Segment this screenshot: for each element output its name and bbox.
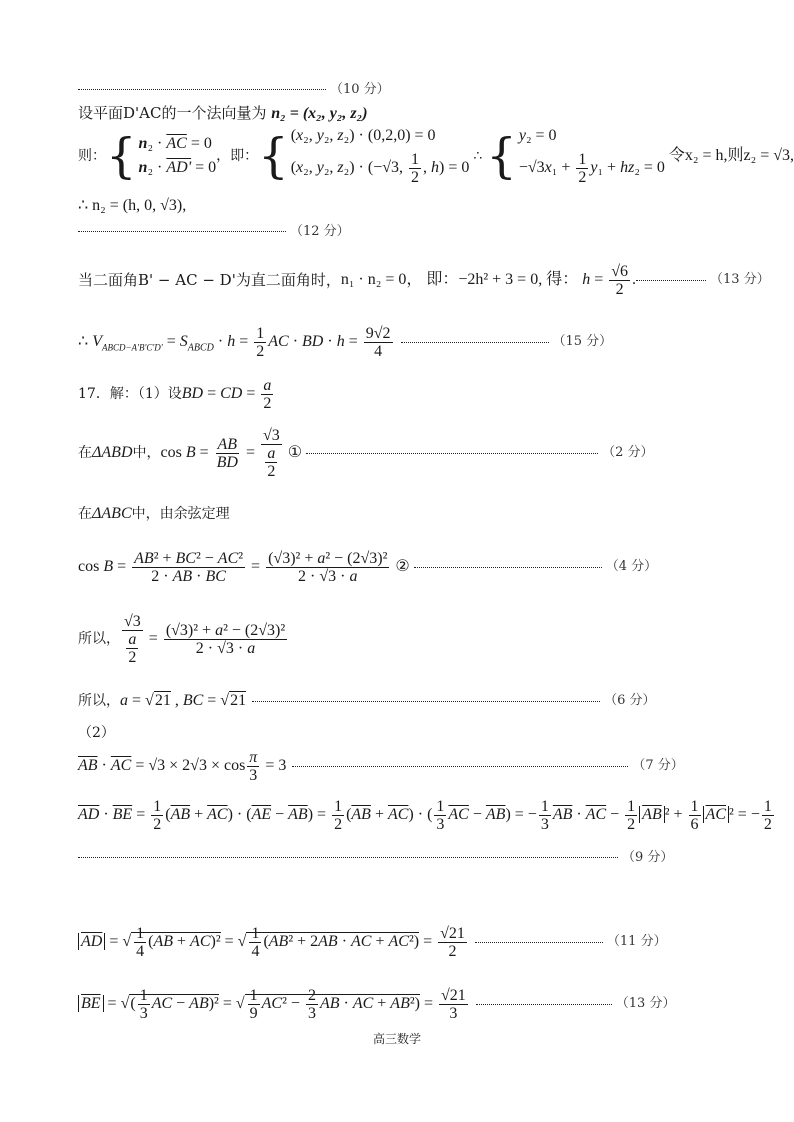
be-length-line: $\overline{BE}$ = √( $\frac{1}{3}$ $\overline{AC} - \overline{AB})^2$ = √ $\frac{1}{9}$ $\overline{AC}^2$ − $\frac{2}{3}$ $\overline{AB} \cdot \overline{AC} + \overline{AB}^2$) = $\frac{√21}{3}$ （13 分） bbox=[78, 980, 675, 1028]
dot-leader bbox=[414, 567, 602, 568]
part2-label: （2） bbox=[78, 725, 115, 741]
score-label: （10 分） bbox=[330, 82, 390, 97]
score-label: （13 分） bbox=[615, 996, 676, 1011]
page-footer: 高三数学 bbox=[372, 1032, 421, 1046]
brace-icon: { bbox=[258, 128, 289, 184]
text-set-plane: 设平面D'AC的一个法向量为 bbox=[78, 104, 267, 122]
text-dihedral: 当二面角B' − AC − D'为直二面角时， bbox=[78, 271, 341, 289]
dot-leader bbox=[475, 942, 603, 943]
dot-leader bbox=[306, 453, 598, 454]
dot-leader bbox=[78, 89, 326, 90]
dihedral-line: 当二面角B' − AC − D'为直二面角时， n₁ · n₂ = 0， 即：−2h² + 3 = 0, 得： h = $\frac{√6}{2}$ . （13 分） bbox=[78, 262, 770, 298]
therefore-symbol: ∴ bbox=[473, 148, 483, 164]
score-line-10 bbox=[78, 80, 390, 99]
cosB-line-2: cos B = $\frac{\text{AB² + BC² − AC²}}{2 \cdot AB \cdot BC}$ = $\frac{\text{(√3)² + a² − (2√3)²}}{2 \cdot √3 \cdot a}$ ② （4 分） bbox=[78, 549, 658, 585]
volume-line: ∴ $V_{ABCD-A'B'C'D'} = S_{ABCD} \cdot h$ = $\frac{1}{2}$ AC · BD · h = $\frac{9√2}{4}$ （15 分） bbox=[78, 324, 613, 360]
dot-leader bbox=[252, 701, 600, 702]
system-2: { (x₂, y₂, z₂) · (0,2,0) = 0 (x₂, y₂, z₂) · (−√3, $\frac{1}{2}$ , h) = 0 bbox=[258, 126, 470, 186]
brace-icon: { bbox=[486, 128, 517, 184]
score-label: （9 分） bbox=[622, 850, 674, 865]
dot-leader bbox=[476, 1004, 612, 1005]
system-1: { $n_2 \cdot \overline{AC} = 0$ n₂ · AD' = 0 bbox=[106, 128, 217, 184]
n2-result-line: ∴ n₂ = (h, 0, √3), bbox=[78, 197, 187, 214]
q17-heading: 17．解：（1）设 BD = CD = $\frac{a}{2}$ bbox=[78, 376, 272, 412]
ab-ac-line: $\overline{AB} \cdot \overline{AC} = √3 \times 2√3 \times \cos$ $\frac{\pi}{3}$ = 3 （7 分） bbox=[78, 748, 684, 784]
ad-be-line: $\overline{AD} \cdot \overline{BE}$ = $\frac{1}{2}$ $(\overline{AB} + \overline{AC}) \cdot (\overline{AE} - \overline{AB})$ = $\frac{1}{2}$ $(\overline{AB} + \overline{AC})$ · ( $\frac{1}{3}$ $\overline{AC} - \overline{AB}$) = − $\frac{1}{3}$ $\overline{AB} \cdot \overline{AC}$ − $\frac{1}{2}$ $\overline{AB}$ ² + $\frac{1}{6}$ $\overline{AC}$ ² = − $\frac{1}{2}$ bbox=[78, 797, 772, 833]
dot-leader bbox=[636, 280, 706, 281]
score-label: （15 分） bbox=[552, 334, 613, 349]
text-ji: ，即： bbox=[216, 148, 259, 164]
normal-vector-line bbox=[78, 104, 368, 123]
score-label: （7 分） bbox=[632, 758, 684, 773]
score-label: （13 分） bbox=[710, 272, 770, 287]
dot-leader bbox=[401, 342, 549, 343]
system-3: { y₂ = 0 −√3x₁ + $\frac{1}{2}$ y₁ + hz₂ = 0 bbox=[486, 126, 665, 186]
score-label: （11 分） bbox=[606, 934, 667, 949]
dot-leader bbox=[292, 766, 628, 767]
score-label: （12 分） bbox=[290, 224, 350, 239]
dot-leader bbox=[78, 857, 618, 858]
score-line-12 bbox=[78, 222, 350, 241]
text-ze: 则： bbox=[78, 148, 106, 164]
cosB-line-1: 在 ΔABD 中， cos B = $\frac{AB}{BD}$ = $\frac{√3}{\frac{a}{2}}$ ① （2 分） bbox=[78, 426, 654, 480]
score-line-9 bbox=[78, 848, 673, 867]
combined-equation: 所以， $\frac{√3}{\frac{a}{2}}$ = $\frac{\text{(√3)² + a² − (2√3)²}}{2 \cdot √3 \cdot a}$ bbox=[78, 612, 286, 666]
cosine-rule-intro: 在ΔABC中，由余弦定理 bbox=[78, 505, 230, 522]
score-label: （6 分） bbox=[604, 693, 656, 708]
math-n2: n₂ = (x₂, y₂, z₂) bbox=[271, 105, 368, 122]
result-a-line: 所以， a = √21 , BC = √21 （6 分） bbox=[78, 692, 656, 709]
system-block bbox=[78, 128, 794, 184]
score-label: （2 分） bbox=[602, 445, 654, 460]
score-label: （4 分） bbox=[605, 559, 658, 574]
text-suoyi: 所以， bbox=[78, 631, 120, 647]
dot-leader bbox=[78, 231, 286, 232]
brace-icon: { bbox=[106, 128, 137, 184]
ad-length-line: $\overline{AD}$ = √ $\frac{1}{4}$ $(\overline{AB} + \overline{AC})^2$ = √ $\frac{1}{4}$ $(\overline{AB}^2 + 2\overline{AB} \cdot \overline{AC} + \overline{AC}^2)$ = $\frac{√21}{2}$ （11 分） bbox=[78, 918, 667, 966]
math-dihedral: n₁ · n₂ = 0， 即：−2h² + 3 = 0, 得： bbox=[340, 271, 579, 288]
text-let: 令x₂ = h,则z₂ = √3, bbox=[668, 147, 794, 164]
